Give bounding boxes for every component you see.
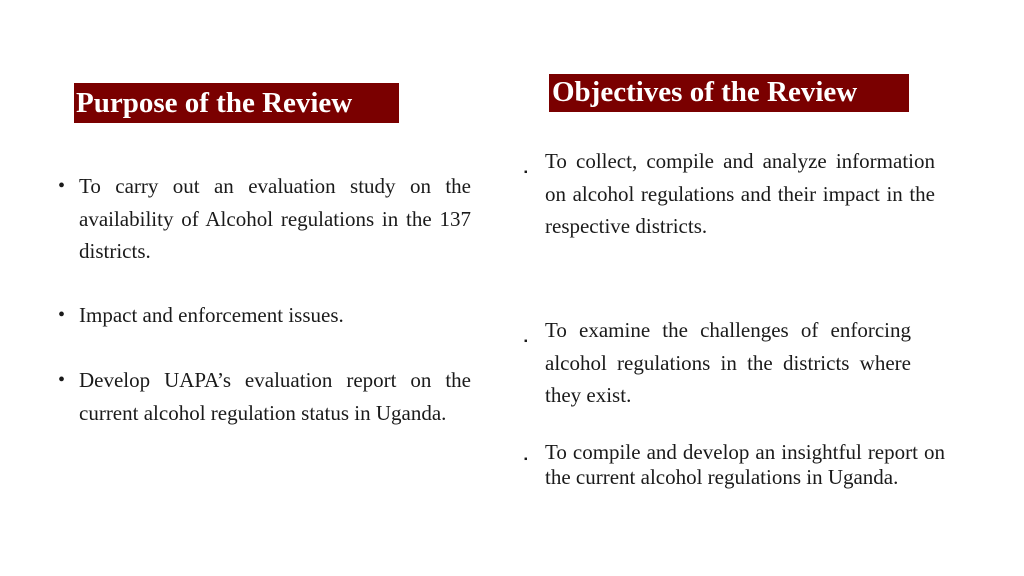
objective-item-text: To examine the challenges of enforcing alcohol regulations in the districts where they exist. [545, 318, 911, 407]
square-bullet-icon: ▪ [524, 167, 528, 178]
list-item [58, 170, 471, 268]
list-item [524, 314, 911, 412]
objective-item-text: To compile and develop an insightful report on the current alcohol regulations in Uganda. [545, 440, 945, 489]
list-item [524, 440, 945, 489]
purpose-item-text: Develop UAPA’s evaluation report on the current alcohol regulation status in Uganda. [79, 368, 471, 425]
bullet-icon: • [58, 304, 66, 326]
square-bullet-icon: ▪ [524, 336, 528, 347]
purpose-item-text: To carry out an evaluation study on the availability of Alcohol regulations in the 137 districts. [79, 174, 471, 263]
list-item [524, 145, 935, 243]
bullet-icon: • [58, 369, 66, 391]
list-item [58, 299, 471, 332]
list-item [58, 364, 471, 429]
objectives-heading: Objectives of the Review [549, 74, 909, 112]
bullet-icon: • [58, 175, 66, 197]
square-bullet-icon: ▪ [524, 454, 528, 465]
objective-item-text: To collect, compile and analyze information on alcohol regulations and their impact in the respective districts. [545, 149, 935, 238]
purpose-heading: Purpose of the Review [74, 83, 399, 123]
purpose-item-text: Impact and enforcement issues. [79, 303, 344, 327]
